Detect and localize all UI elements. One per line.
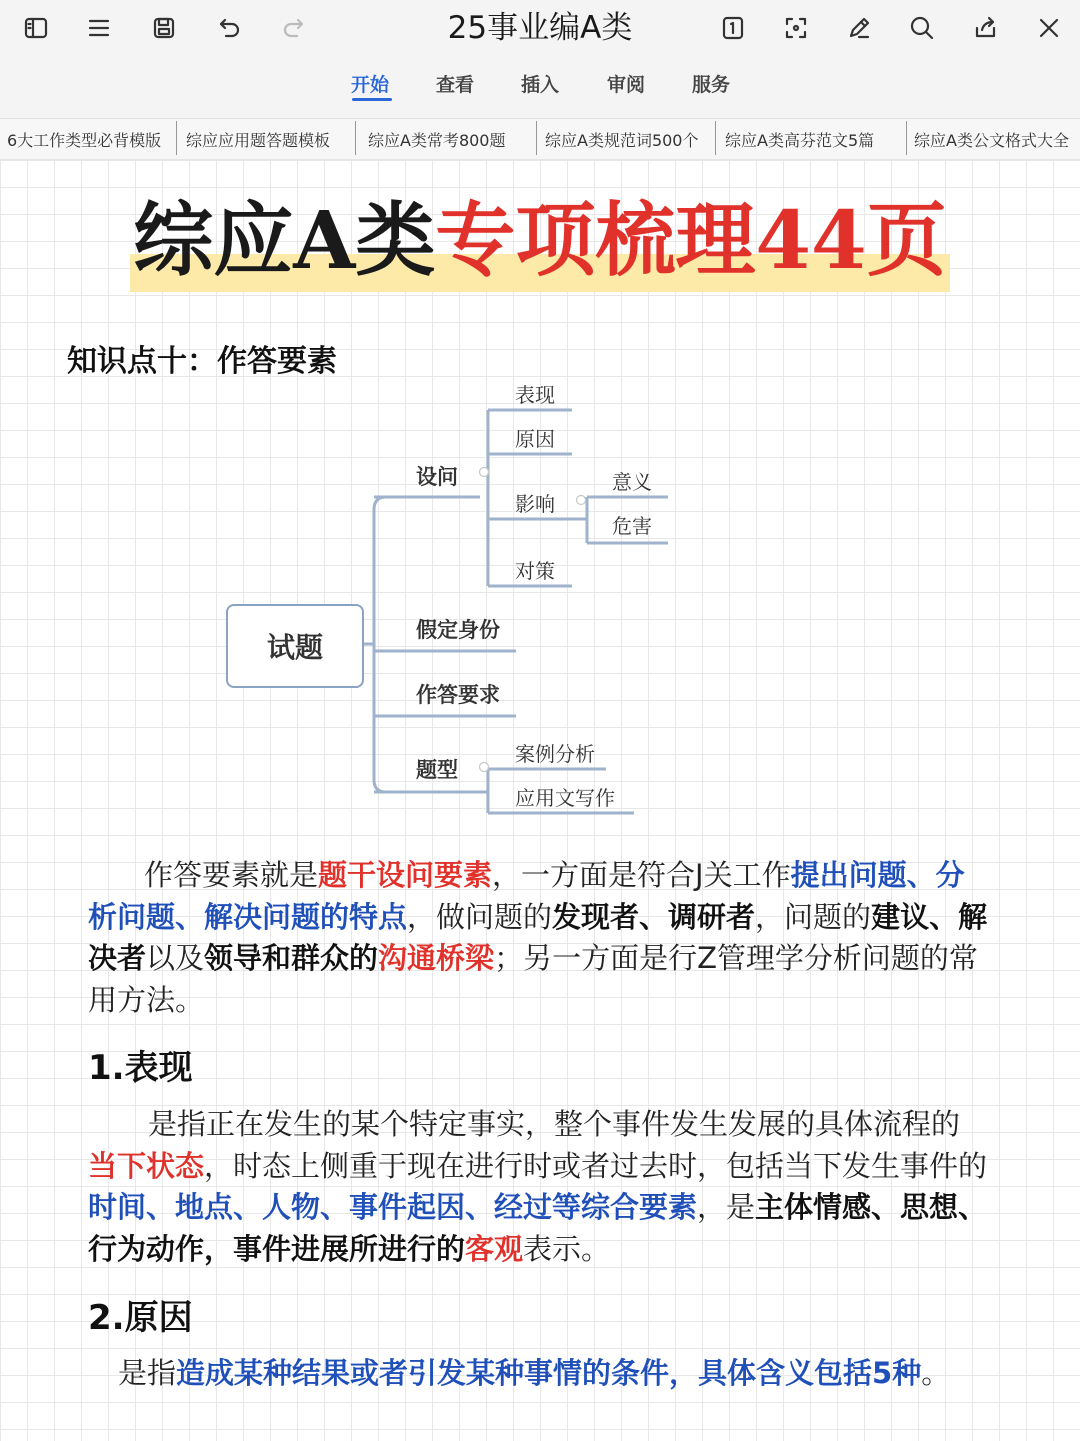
highlight-bold: 主体情感、思想、行为动作，事件进展所进行的 [88,1190,988,1266]
document-title: 25事业编A类 [447,10,633,46]
highlight-red: 客观 [465,1231,524,1266]
mindmap-node: 应用文写作 [515,786,615,810]
highlight-red: 题干设问要素 [318,858,493,892]
menu-tab-service[interactable]: 服务 [692,74,731,96]
text-run: ，是 [697,1190,756,1224]
file-tab[interactable]: 6大工作类型必背模版 [7,131,162,150]
menu-tab-start[interactable]: 开始 [351,74,390,96]
text-run: 作答要素就是 [144,858,319,892]
text-run: ，问题的 [755,899,872,934]
highlight-blue: 提出问题、分析问题、解决问题的特点 [88,858,965,934]
menu-tab-insert[interactable]: 插入 [521,74,560,96]
highlight-bold: 领导和群众的 [204,941,379,975]
text-run: ，时态上侧重于现在进行时或者过去时，包括当下发生事件的 [204,1148,988,1183]
highlight-bold: 建议、解决者 [88,899,988,975]
file-tab[interactable]: 综应A类常考800题 [368,131,506,150]
highlight-bold: 发现者、调研者 [552,899,756,934]
highlight-blue: 时间、地点、人物、事件起因、经过等综合要素 [88,1190,698,1224]
file-tab[interactable]: 综应A类高芬范文5篇 [725,131,875,150]
heading-black-part: 综应A类 [133,193,436,287]
mindmap-node: 表现 [515,383,555,407]
mindmap-node: 原因 [515,427,555,451]
knowledge-point-title: 知识点十：作答要素 [67,344,337,379]
text-run: 是指 [118,1356,177,1390]
file-tab[interactable]: 综应A类规范词500个 [545,131,699,150]
section-heading: 2.原因 [88,1298,193,1338]
text-run: 。 [921,1356,951,1390]
section-heading: 1.表现 [88,1048,193,1088]
mindmap-node: 危害 [612,514,652,538]
highlight-red: 当下状态 [88,1148,205,1183]
highlight-blue: 造成某种结果或者引发某种事情的条件，具体含义包括5种 [176,1356,922,1390]
mindmap-node: 设问 [416,465,458,489]
heading-red-part: 专项梳理44页 [435,193,947,287]
file-tab[interactable]: 综应A类公文格式大全 [914,131,1069,150]
mindmap-node: 假定身份 [416,618,500,642]
section-paragraph [88,1104,988,1270]
highlight-red: 沟通桥梁 [378,941,495,975]
mindmap-root-node: 试题 [226,604,364,688]
menu-tab-review[interactable]: 审阅 [607,74,646,96]
mindmap-node: 题型 [416,758,458,782]
intro-paragraph [88,855,988,1021]
menu-tab-view[interactable]: 查看 [436,74,475,96]
mindmap-node: 影响 [515,492,555,516]
mindmap-node: 对策 [515,559,555,583]
text-run: 以及 [146,941,205,975]
text-run: ，一方面是符合J关工作 [492,858,791,892]
mindmap-node: 意义 [612,470,652,494]
text-run: 是指正在发生的某个特定事实，整个事件发生发展的具体流程的 [148,1107,961,1141]
mindmap-node: 案例分析 [515,742,595,766]
mindmap-node: 作答要求 [416,683,500,707]
text-run: ，做问题的 [407,899,553,934]
text-run: 表示。 [523,1231,611,1266]
text-run: ；另一方面是行Z管理学分析问题的常用方法。 [88,941,978,1017]
section-paragraph [118,1353,1018,1395]
file-tab[interactable]: 综应应用题答题模板 [186,131,331,150]
